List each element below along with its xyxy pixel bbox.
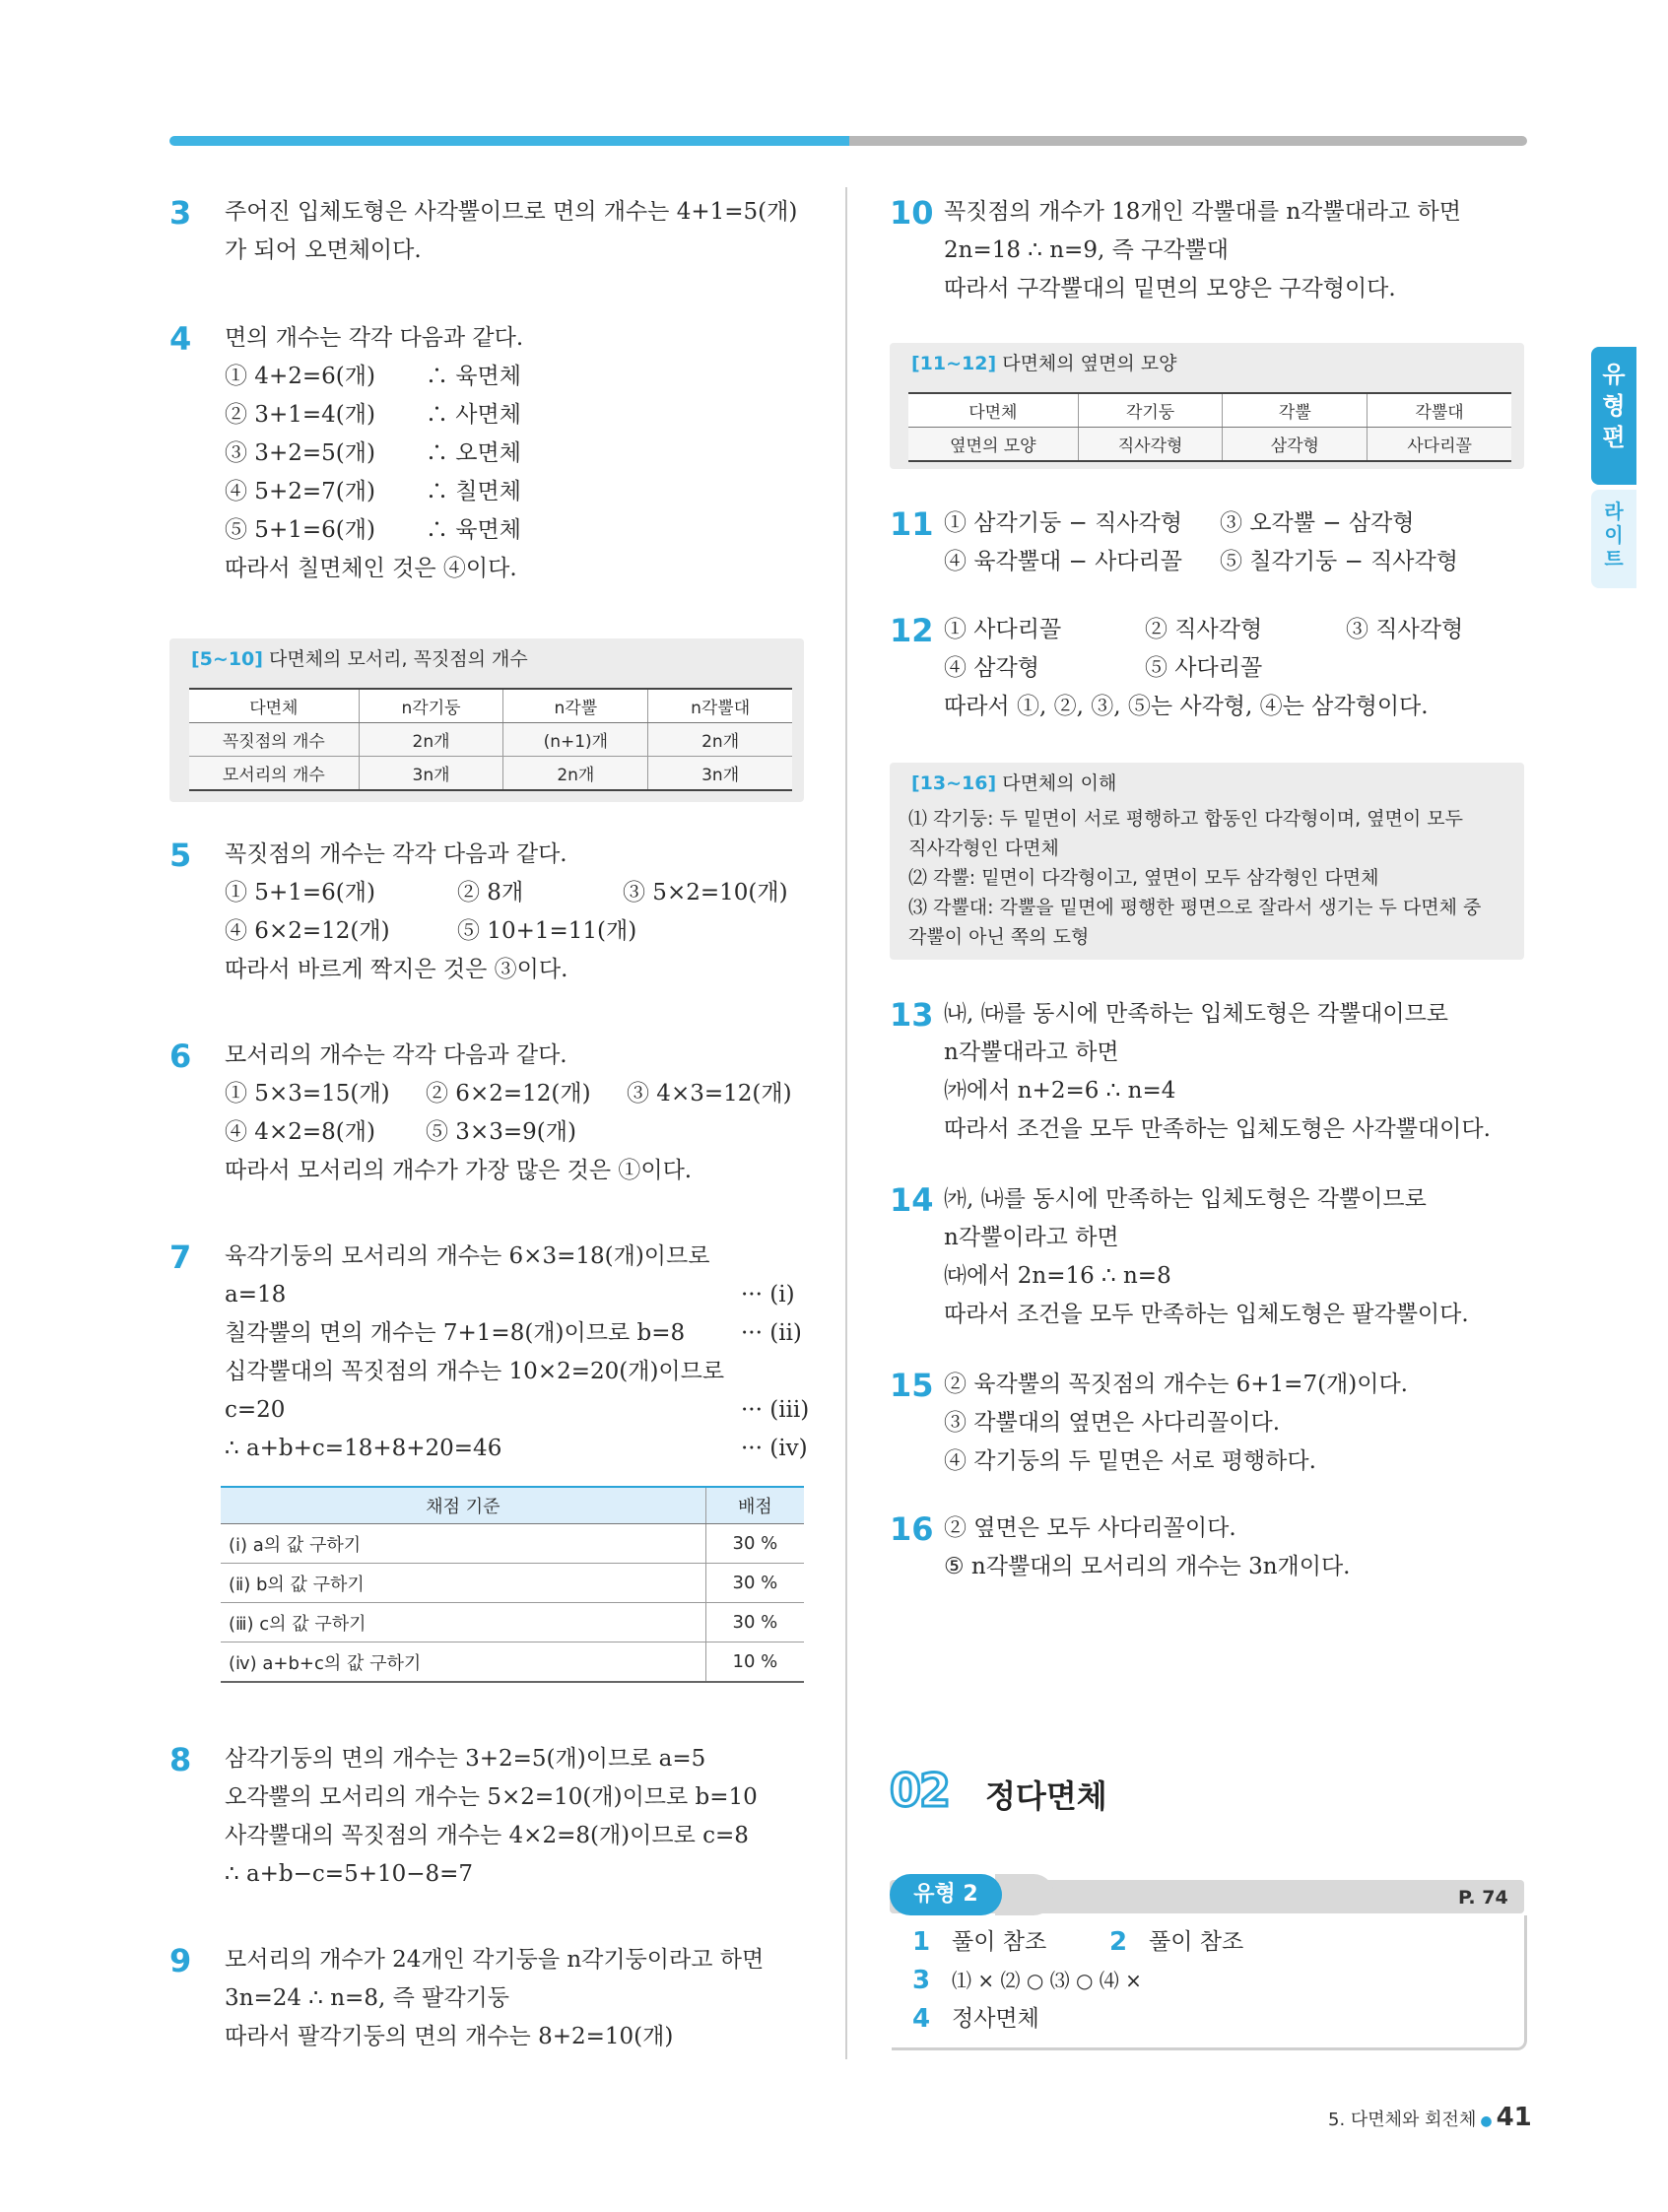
answer-3: ⑴ × ⑵ ○ ⑶ ○ ⑷ × [952,1969,1142,1992]
q15-line-3: ④ 각기둥의 두 밑면은 서로 평행하다. [944,1448,1316,1474]
q16-number: 16 [890,1510,934,1548]
q7-line-6: ∴ a+b+c=18+8+20=46 [225,1436,502,1461]
q4-conclusion: 따라서 칠면체인 것은 ④이다. [225,556,517,581]
info-table-1-header-1: 다면체 [189,689,359,723]
q5-conclusion: 따라서 바르게 짝지은 것은 ③이다. [225,957,568,982]
info-box-2-tag: [11~12] [911,353,997,374]
page-footer [1328,2101,1532,2138]
info-table-2-header-4: 각뿔대 [1368,393,1511,428]
q5-answer-3: ③ 5×2=10(개) [623,880,788,905]
q12-conclusion: 따라서 ①, ②, ③, ⑤는 사각형, ④는 삼각형이다. [944,694,1429,719]
answer-4: 정사면체 [952,2006,1039,2032]
q4-item-5-expr: ⑤ 5+1=6(개) [225,517,375,543]
scoring-points: 10 % [705,1642,804,1683]
q4-item-1-expr: ① 4+2=6(개) [225,364,375,389]
scoring-criterion: (ⅱ) b의 값 구하기 [221,1564,705,1603]
chapter-title: 5. 다면체와 회전체 [1328,2110,1477,2130]
scoring-table-header-1: 채점 기준 [221,1487,705,1524]
scoring-table [221,1486,804,1683]
q6-answer-4: ④ 4×2=8(개) [225,1119,375,1145]
q7-line-5: c=20 [225,1397,286,1423]
answer-1: 풀이 참조 [952,1929,1047,1955]
answer-4-number: 4 [912,2004,931,2034]
info-box-3-title [911,769,1116,798]
q10-line-2: 2n=18 ∴ n=9, 즉 구각뿔대 [944,237,1229,263]
q12-answer-5: ⑤ 사다리꼴 [1145,655,1263,681]
info-table-1-cell: 2n개 [648,723,792,757]
q6-number: 6 [169,1038,192,1075]
q7-number: 7 [169,1239,192,1276]
definition-line: 직사각형인 다면체 [908,838,1059,859]
q13-number: 13 [890,996,934,1034]
info-box-1-tag: [5~10] [191,648,263,670]
q13-line-4: 따라서 조건을 모두 만족하는 입체도형은 사각뿔대이다. [944,1116,1491,1142]
scoring-table-header-2: 배점 [705,1487,804,1524]
q6-intro: 모서리의 개수는 각각 다음과 같다. [225,1042,567,1068]
info-box-3-heading: 다면체의 이해 [1002,772,1117,794]
q8-line-4: ∴ a+b−c=5+10−8=7 [225,1861,474,1887]
q7-mark-3: ··· (ⅲ) [741,1397,810,1423]
q10-line-3: 따라서 구각뿔대의 밑면의 모양은 구각형이다. [944,276,1396,302]
q7-line-1: 육각기둥의 모서리의 개수는 6×3=18(개)이므로 [225,1243,710,1269]
q7-mark-1: ··· (ⅰ) [741,1282,795,1307]
bullet-icon: ● [1480,2113,1493,2129]
q16-line-1: ② 옆면은 모두 사다리꼴이다. [944,1515,1236,1541]
q5-answer-4: ④ 6×2=12(개) [225,918,390,944]
q15-line-2: ③ 각뿔대의 옆면은 사다리꼴이다. [944,1410,1281,1436]
info-table-2-header-3: 각뿔 [1223,393,1368,428]
q14-line-4: 따라서 조건을 모두 만족하는 입체도형은 팔각뿔이다. [944,1302,1469,1327]
q13-line-1: ㈏, ㈐를 동시에 만족하는 입체도형은 각뿔대이므로 [944,1001,1449,1027]
q5-answer-1: ① 5+1=6(개) [225,880,375,905]
section-number: 02 [890,1764,950,1817]
info-table-1-cell: 모서리의 개수 [189,757,359,791]
q4-item-4-expr: ④ 5+2=7(개) [225,479,375,504]
info-box-2-heading: 다면체의 옆면의 모양 [1002,353,1177,374]
info-box-3-tag: [13~16] [911,772,997,794]
q4-item-2-expr: ② 3+1=4(개) [225,402,375,428]
info-table-1-cell: (n+1)개 [503,723,648,757]
side-tab-type-label: 유형편 [1602,361,1626,451]
q9-number: 9 [169,1942,192,1979]
q8-line-3: 사각뿔대의 꼭짓점의 개수는 4×2=8(개)이므로 c=8 [225,1823,749,1848]
scoring-criterion: (ⅲ) c의 값 구하기 [221,1603,705,1642]
header-bar-left [169,136,849,146]
q5-answer-2: ② 8개 [457,880,524,905]
q11-answer-4: ④ 육각뿔대 − 사다리꼴 [944,549,1182,574]
q6-answer-3: ③ 4×3=12(개) [627,1081,792,1106]
info-table-2-cell: 삼각형 [1223,428,1368,462]
q4-item-3-expr: ③ 3+2=5(개) [225,440,375,466]
q4-item-1-result: ∴ 육면체 [426,364,521,389]
scoring-points: 30 % [705,1564,804,1603]
info-table-1-cell: 3n개 [648,757,792,791]
info-table-1-cell: 2n개 [503,757,648,791]
q7-mark-2: ··· (ⅱ) [741,1320,802,1346]
definition-line: ⑴ 각기둥: 두 밑면이 서로 평행하고 합동인 다각형이며, 옆면이 모두 [908,808,1464,830]
q5-intro: 꼭짓점의 개수는 각각 다음과 같다. [225,841,567,867]
scoring-criterion: (ⅰ) a의 값 구하기 [221,1524,705,1564]
q11-answer-3: ③ 오각뿔 − 삼각형 [1220,510,1415,536]
q9-line-3: 따라서 팔각기둥의 면의 개수는 8+2=10(개) [225,2024,674,2049]
info-table-2-cell: 직사각형 [1078,428,1223,462]
q7-line-3: 칠각뿔의 면의 개수는 7+1=8(개)이므로 b=8 [225,1320,686,1346]
page-number: 41 [1496,2103,1532,2132]
q6-answer-2: ② 6×2=12(개) [426,1081,591,1106]
answer-2: 풀이 참조 [1149,1929,1244,1955]
q11-answer-1: ① 삼각기둥 − 직사각형 [944,510,1182,536]
q4-number: 4 [169,320,192,358]
info-table-1-header-3: n각뿔 [503,689,648,723]
column-divider [845,187,847,2059]
q5-answer-5: ⑤ 10+1=11(개) [457,918,637,944]
info-table-1 [189,688,792,791]
q14-line-1: ㈎, ㈏를 동시에 만족하는 입체도형은 각뿔이므로 [944,1186,1427,1212]
side-tab-light-label: 라이트 [1604,500,1624,570]
q13-line-2: n각뿔대라고 하면 [944,1039,1119,1065]
q8-line-2: 오각뿔의 모서리의 개수는 5×2=10(개)이므로 b=10 [225,1784,758,1810]
q10-line-1: 꼭짓점의 개수가 18개인 각뿔대를 n각뿔대라고 하면 [944,199,1461,225]
info-table-2-header-1: 다면체 [908,393,1078,428]
definition-line: ⑶ 각뿔대: 각뿔을 밑면에 평행한 평면으로 잘라서 생기는 두 다면체 중 [908,897,1482,918]
q13-line-3: ㈎에서 n+2=6 ∴ n=4 [944,1078,1176,1104]
q3-line-1: 주어진 입체도형은 사각뿔이므로 면의 개수는 4+1=5(개) [225,199,798,225]
q8-line-1: 삼각기둥의 면의 개수는 3+2=5(개)이므로 a=5 [225,1746,706,1772]
info-table-2-cell: 옆면의 모양 [908,428,1078,462]
definition-line: ⑵ 각뿔: 밑면이 다각형이고, 옆면이 모두 삼각형인 다면체 [908,867,1379,889]
info-table-1-cell: 꼭짓점의 개수 [189,723,359,757]
info-table-2 [908,392,1511,462]
q8-number: 8 [169,1741,192,1778]
q12-number: 12 [890,612,934,649]
answer-2-number: 2 [1109,1927,1128,1957]
q4-intro: 면의 개수는 각각 다음과 같다. [225,325,524,351]
q10-number: 10 [890,194,934,232]
section-title: 정다면체 [985,1777,1107,1815]
q3-number: 3 [169,194,192,232]
type-header-wave [995,1874,1054,1915]
definition-line: 각뿔이 아닌 쪽의 도형 [908,926,1090,948]
q16-line-2: ⑤ n각뿔대의 모서리의 개수는 3n개이다. [944,1554,1351,1579]
q4-item-3-result: ∴ 오면체 [426,440,521,466]
side-tab-light[interactable] [1591,490,1636,588]
info-table-1-header-4: n각뿔대 [648,689,792,723]
info-box-1-title [191,644,528,674]
answer-3-number: 3 [912,1966,931,1995]
q12-answer-2: ② 직사각형 [1145,617,1263,642]
header-bar-right [849,136,1527,146]
q9-line-2: 3n=24 ∴ n=8, 즉 팔각기둥 [225,1985,509,2011]
type-label[interactable]: 유형 2 [890,1874,1002,1915]
q7-mark-4: ··· (ⅳ) [741,1436,808,1461]
info-box-1-heading: 다면체의 모서리, 꼭짓점의 개수 [269,648,528,670]
type-page-reference: P. 74 [1458,1887,1508,1909]
q11-number: 11 [890,505,934,543]
q9-line-1: 모서리의 개수가 24개인 각기둥을 n각기둥이라고 하면 [225,1947,765,1973]
q15-number: 15 [890,1367,934,1404]
info-table-2-header-2: 각기둥 [1078,393,1223,428]
q14-line-3: ㈐에서 2n=16 ∴ n=8 [944,1263,1171,1289]
info-box-2-title [911,349,1176,378]
q3-line-2: 가 되어 오면체이다. [225,237,422,263]
q14-number: 14 [890,1181,934,1219]
side-tab-type[interactable] [1591,347,1636,485]
q5-number: 5 [169,837,192,874]
info-table-1-cell: 2n개 [359,723,503,757]
q6-conclusion: 따라서 모서리의 개수가 가장 많은 것은 ①이다. [225,1158,693,1183]
q12-answer-1: ① 사다리꼴 [944,617,1062,642]
q6-answer-1: ① 5×3=15(개) [225,1081,390,1106]
q14-line-2: n각뿔이라고 하면 [944,1225,1119,1250]
answer-1-number: 1 [912,1927,931,1957]
q12-answer-4: ④ 삼각형 [944,655,1039,681]
scoring-criterion: (ⅳ) a+b+c의 값 구하기 [221,1642,705,1683]
q11-answer-5: ⑤ 칠각기둥 − 직사각형 [1220,549,1458,574]
info-table-1-header-2: n각기둥 [359,689,503,723]
q4-item-2-result: ∴ 사면체 [426,402,521,428]
q4-item-4-result: ∴ 칠면체 [426,479,521,504]
q7-line-4: 십각뿔대의 꼭짓점의 개수는 10×2=20(개)이므로 [225,1359,725,1384]
q7-line-2: a=18 [225,1282,287,1307]
scoring-points: 30 % [705,1524,804,1564]
q6-answer-5: ⑤ 3×3=9(개) [426,1119,576,1145]
q12-answer-3: ③ 직사각형 [1346,617,1464,642]
info-table-1-cell: 3n개 [359,757,503,791]
q4-item-5-result: ∴ 육면체 [426,517,521,543]
q15-line-1: ② 육각뿔의 꼭짓점의 개수는 6+1=7(개)이다. [944,1372,1408,1397]
info-table-2-cell: 사다리꼴 [1368,428,1511,462]
scoring-points: 30 % [705,1603,804,1642]
